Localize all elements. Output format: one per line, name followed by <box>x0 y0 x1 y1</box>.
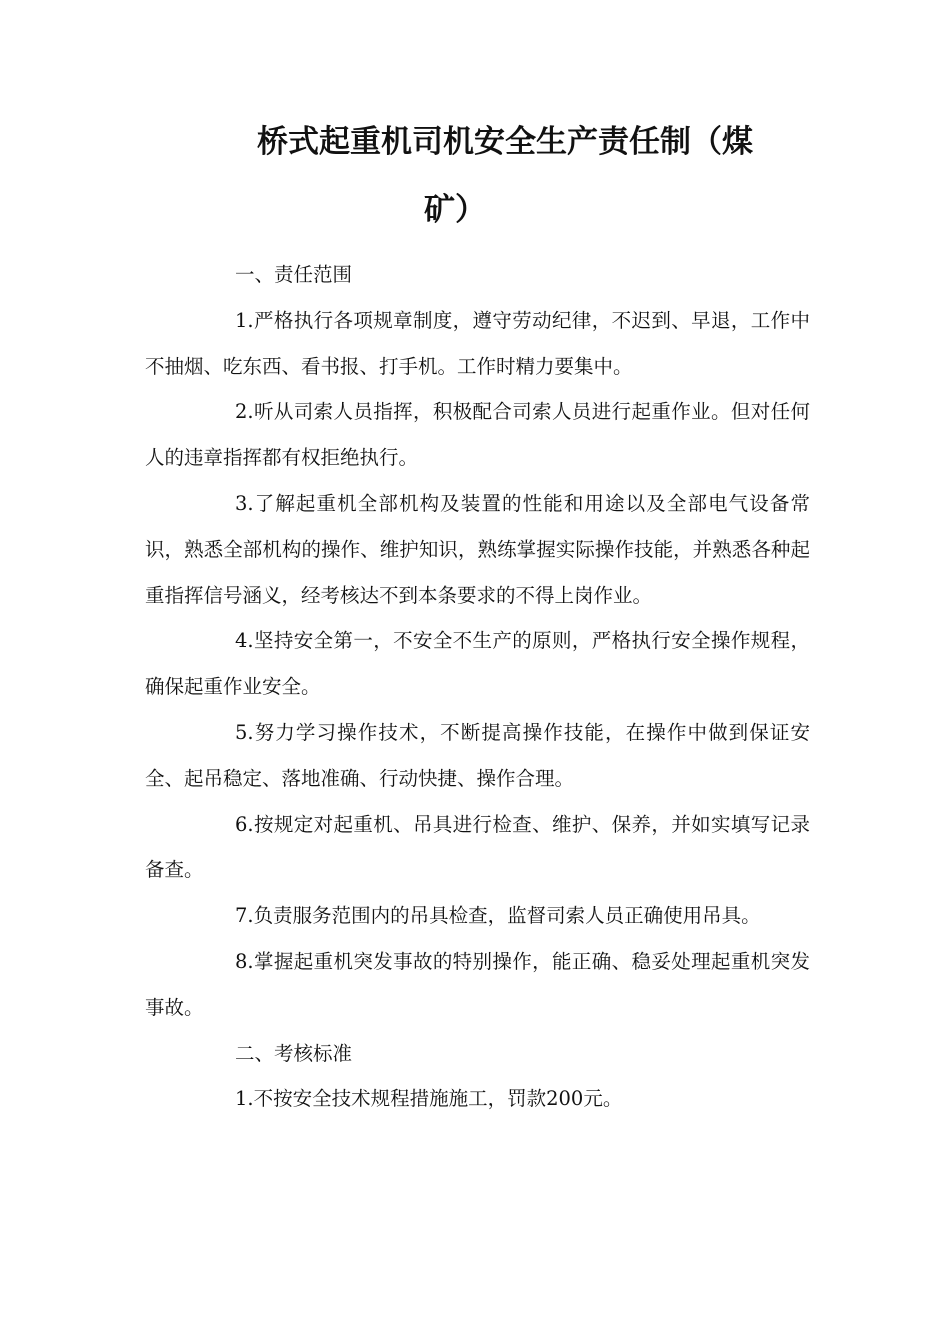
scope-item-7: 7.负责服务范围内的吊具检查，监督司索人员正确使用吊具。 <box>235 904 761 928</box>
document-title-line1: 桥式起重机司机安全生产责任制（煤 <box>257 124 753 160</box>
scope-item-4: 4.坚持安全第一，不安全不生产的原则，严格执行安全操作规程，确保起重作业安全。 <box>145 629 810 699</box>
scope-item-6: 6.按规定对起重机、吊具进行检查、维护、保养，并如实填写记录备查。 <box>145 812 810 882</box>
scope-item-8: 8.掌握起重机突发事故的特别操作，能正确、稳妥处理起重机突发事故。 <box>145 949 810 1019</box>
scope-item-1: 1.严格执行各项规章制度，遵守劳动纪律，不迟到、早退，工作中不抽烟、吃东西、看书报、打手机。工作时精力要集中。 <box>145 308 810 378</box>
section-heading-assessment: 二、考核标准 <box>235 1041 353 1065</box>
scope-item-2: 2.听从司索人员指挥，积极配合司索人员进行起重作业。但对任何人的违章指挥都有权拒绝执行。 <box>145 400 810 470</box>
section-heading-scope: 一、责任范围 <box>235 263 353 286</box>
scope-item-5: 5.努力学习操作技术，不断提高操作技能，在操作中做到保证安全、起吊稳定、落地准确、行动快捷、操作合理。 <box>145 720 810 790</box>
document-body <box>145 252 810 1122</box>
document-title-line2: 矿） <box>424 192 486 228</box>
scope-item-3: 3.了解起重机全部机构及装置的性能和用途以及全部电气设备常识，熟悉全部机构的操作、维护知识，熟练掌握实际操作技能，并熟悉各种起重指挥信号涵义，经考核达不到本条要求的不得上岗作业。 <box>145 491 810 607</box>
assessment-item-1: 1.不按安全技术规程措施施工，罚款200元。 <box>235 1087 623 1111</box>
